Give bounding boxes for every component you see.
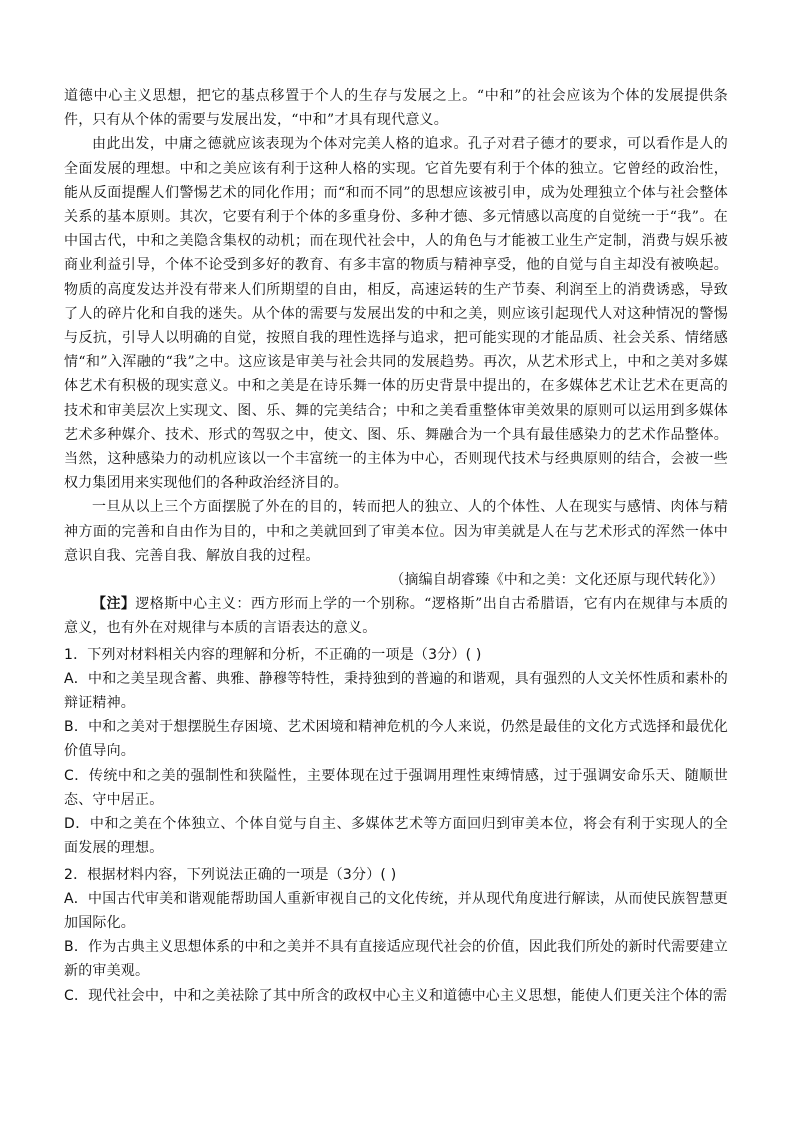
option-label: B．	[64, 719, 89, 736]
option-label: D．	[64, 816, 90, 833]
article-paragraph-2: 由此出发，中庸之德就应该表现为个体对完美人格的追求。孔子对君子德才的要求，可以看作是人的全面发展的理想。中和之美应该有利于这种人格的实现。它首先要有利于个体的独立。它曾经的政治性，能从反面提醒人们警惕艺术的同化作用；而“和而不同”的思想应该被引申，成为处理独立个体与社会整体关系的基本原则。其次，它要有利于个体的多重身份、多种才德、多元情感以高度的自觉统一于“我”。在中国古代，中和之美隐含集权的动机；而在现代社会中，人的角色与才能被工业生产定制，消费与娱乐被商业利益引导，个体不论受到多好的教育、有多丰富的物质与精神享受，他的自觉与自主却没有被唤起。物质的高度发达并没有带来人们所期望的自由，相反，高速运转的生产节奏、利润至上的消费诱惑，导致了人的碎片化和自我的迷失。从个体的需要与发展出发的中和之美，则应该引起现代人对这种情况的警惕与反抗，引导人以明确的自觉，按照自我的理性选择与追求，把可能实现的才能品质、社会关系、情绪感情“和”入浑融的“我”之中。这应该是审美与社会共同的发展趋势。再次，从艺术形式上，中和之美对多媒体艺术有积极的现实意义。中和之美是在诗乐舞一体的历史背景中提出的，在多媒体艺术让艺术在更高的技术和审美层次上实现文、图、乐、舞的完美结合；中和之美看重整体审美效果的原则可以运用到多媒体艺术多种媒介、技术、形式的驾驭之中，使文、图、乐、舞融合为一个具有最佳感染力的艺术作品整体。当然，这种感染力的动机应该以一个丰富统一的主体为中心，否则现代技术与经典原则的结合，会被一些权力集团用来实现他们的各种政治经济目的。	[64, 136, 728, 492]
option-text: 传统中和之美的强制性和狭隘性，主要体现在过于强调用理性束缚情感，过于强调安命乐天、随顺世态、守中居正。	[64, 767, 728, 808]
note-text: 逻格斯中心主义：西方形而上学的一个别称。“逻格斯”出自古希腊语，它有内在规律与本质的意义，也有外在对规律与本质的言语表达的意义。	[64, 596, 728, 637]
question-stem: 2．根据材料内容，下列说法正确的一项是（3分）( )	[64, 866, 397, 883]
article-paragraph-1: 道德中心主义思想，把它的基点移置于个人的生存与发展之上。“中和”的社会应该为个体的发展提供条件，只有从个体的需要与发展出发，“中和”才具有现代意义。	[64, 88, 728, 129]
option-text: 作为古典主义思想体系的中和之美并不具有直接适应现代社会的价值，因此我们所处的新时代需要建立新的审美观。	[64, 939, 729, 980]
option-a[interactable]	[64, 887, 728, 935]
article-source: （摘编自胡睿臻《中和之美：文化还原与现代转化》）	[390, 572, 724, 589]
option-a[interactable]	[64, 667, 728, 715]
question-2	[64, 863, 728, 1008]
question-stem: 1．下列对材料相关内容的理解和分析，不正确的一项是（3分）( )	[64, 646, 482, 663]
option-c[interactable]	[64, 764, 728, 812]
option-b[interactable]	[64, 715, 728, 763]
option-b[interactable]	[64, 935, 728, 983]
option-text: 中和之美在个体独立、个体自觉与自主、多媒体艺术等方面回归到审美本位，将会有利于实现人的全面发展的理想。	[64, 816, 728, 857]
option-text: 中和之美呈现含蓄、典雅、静穆等特性，秉持独到的普遍的和谐观，具有强烈的人文关怀性质和素朴的辩证精神。	[64, 670, 728, 712]
option-label: A．	[64, 670, 89, 687]
article-paragraph-3: 一旦从以上三个方面摆脱了外在的目的，转而把人的独立、人的个体性、人在现实与感情、肉体与精神方面的完善和自由作为目的，中和之美就回到了审美本位。因为审美就是人在与艺术形式的浑然一体中意识自我、完善自我、解放自我的过程。	[64, 499, 728, 564]
option-text: 中国古代审美和谐观能帮助国人重新审视自己的文化传统，并从现代角度进行解读，从而使民族智慧更加国际化。	[64, 890, 728, 931]
option-d[interactable]	[64, 812, 728, 860]
note-tag: 【注】	[92, 596, 136, 613]
option-label: C．	[64, 987, 89, 1004]
option-label: A．	[64, 890, 89, 907]
option-text: 现代社会中，中和之美祛除了其中所含的政权中心主义和道德中心主义思想，能使人们更关注个体的需	[88, 987, 728, 1004]
option-label: C．	[64, 767, 89, 784]
option-label: B．	[64, 939, 89, 956]
question-1	[64, 643, 728, 861]
article-note	[64, 592, 728, 640]
option-c[interactable]	[64, 984, 728, 1008]
option-text: 中和之美对于想摆脱生存困境、艺术困境和精神危机的今人来说，仍然是最佳的文化方式选择和最优化价值导向。	[64, 719, 729, 760]
